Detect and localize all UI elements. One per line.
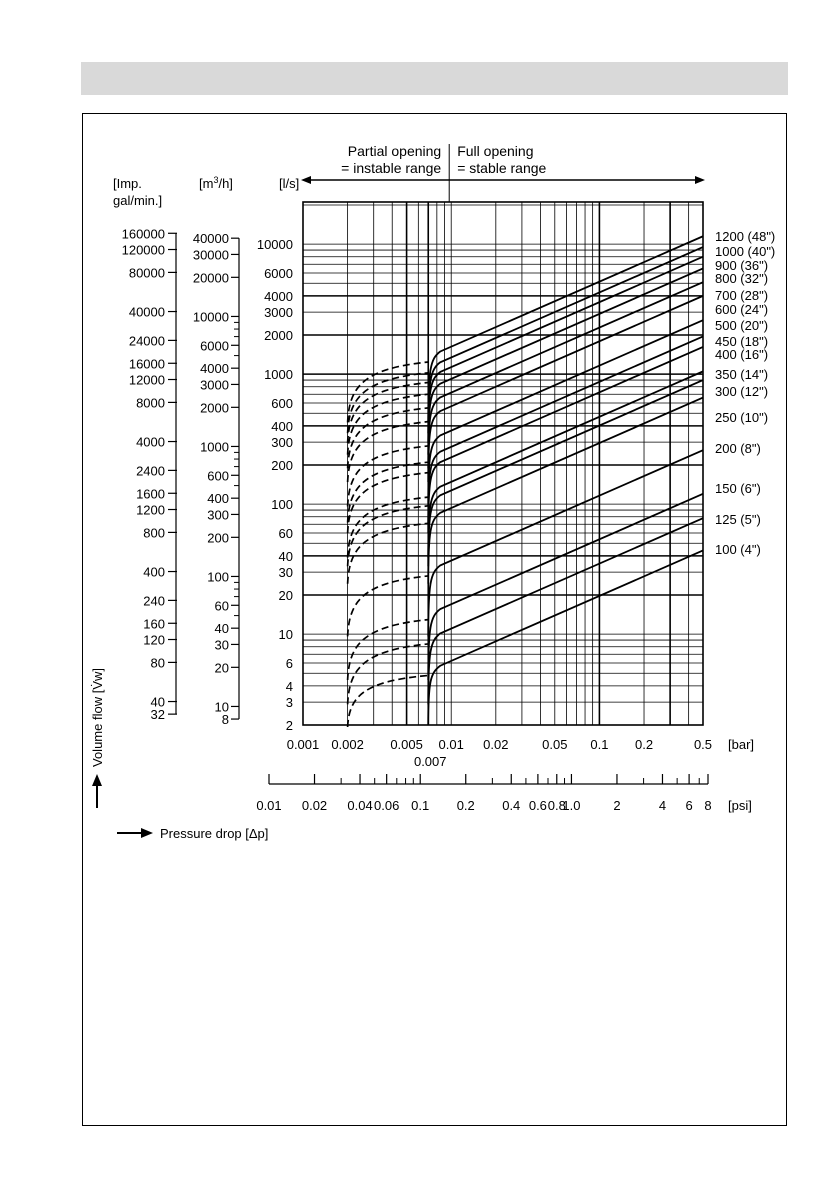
series-label: 400 (16") [715, 347, 769, 362]
m3h-tick-label: 8 [221, 712, 229, 728]
psi-tick-label: 0.4 [502, 798, 521, 813]
m3h-tick-label: 3000 [200, 377, 229, 393]
psi-tick-label: 0.06 [374, 798, 400, 813]
gal-tick-label: 24000 [128, 333, 165, 349]
gal-tick-label: 12000 [128, 372, 165, 388]
gal-tick-label: 4000 [136, 434, 165, 450]
valve-curves [348, 236, 703, 727]
psi-tick-label: 8 [704, 798, 712, 813]
header-bar [81, 62, 788, 95]
series-label: 250 (10") [715, 410, 769, 425]
m3h-tick-label: 2000 [200, 400, 229, 416]
gal-unit-label-2: gal/min.] [113, 193, 163, 208]
ls-tick-label: 40 [278, 548, 293, 564]
gal-unit-label: [Imp. [113, 176, 142, 191]
m3h-tick-label: 6000 [200, 338, 229, 354]
plot-grid [303, 202, 703, 725]
gal-tick-label: 32 [150, 707, 165, 723]
m3h-tick-label: 30 [214, 637, 229, 653]
series-label: 800 (32") [715, 271, 769, 286]
pressure-drop-arrow-head [141, 828, 153, 838]
m3h-unit-label: $[m^3/h]$ [199, 175, 233, 191]
psi-tick-label: 0.01 [256, 798, 282, 813]
series-label: 100 (4") [715, 542, 761, 557]
m3h-tick-label: 4000 [200, 361, 229, 377]
ls-tick-label: 10 [278, 627, 293, 643]
bar-tick-label: 0.01 [438, 737, 464, 752]
gal-tick-label: 1600 [136, 486, 165, 502]
psi-tick-label: 0.02 [301, 798, 328, 813]
ls-tick-label: 100 [271, 497, 293, 513]
series-label: 500 (20") [715, 318, 769, 333]
bar-tick-label: 0.02 [483, 737, 509, 752]
ls-tick-label: 60 [278, 525, 293, 541]
psi-tick-label: 2 [613, 798, 621, 813]
gal-tick-label: 80 [150, 655, 165, 671]
ls-tick-label: 3000 [264, 305, 293, 321]
gal-tick-label: 16000 [128, 356, 165, 372]
series-label: 200 (8") [715, 441, 761, 456]
bar-tick-label: 0.002 [331, 737, 364, 752]
psi-tick-label: 0.04 [347, 798, 373, 813]
curve-partial-10 [348, 422, 429, 482]
curve-partial-2 [348, 620, 429, 680]
m3h-tick-label: 200 [207, 530, 229, 546]
m3h-tick-label: 20000 [192, 270, 229, 286]
bar-tick-label-extra: 0.007 [413, 754, 447, 769]
bar-tick-label: 0.05 [542, 737, 568, 752]
m3h-tick-label: 400 [207, 491, 229, 507]
ls-tick-label: 30 [278, 565, 293, 581]
ls-tick-label: 4 [285, 678, 293, 694]
m3h-tick-label: 30000 [192, 247, 229, 263]
range-arrow-right [695, 176, 705, 184]
bar-tick-label: 0.001 [286, 737, 320, 752]
series-label: 350 (14") [715, 367, 769, 382]
psi-tick-label: 4 [658, 798, 667, 813]
psi-tick-label: 1.0 [562, 798, 581, 813]
ls-tick-label: 4000 [264, 288, 293, 304]
series-label: 150 (6") [715, 481, 761, 496]
gal-tick-label: 160000 [121, 226, 165, 242]
range-arrow-left [301, 176, 311, 184]
m3h-tick-label: 10000 [192, 309, 229, 325]
pressure-drop-chart [83, 114, 788, 1127]
curve-partial-0 [348, 675, 429, 727]
ls-tick-label: 200 [271, 458, 293, 473]
m3h-tick-label: 40 [214, 621, 229, 637]
stable-range-label: = stable range [457, 160, 547, 176]
series-label: 600 (24") [715, 302, 769, 317]
curve-partial-4 [348, 523, 429, 583]
ls-tick-label: 2 [285, 718, 293, 733]
gal-tick-label: 1200 [136, 502, 165, 518]
volume-flow-arrow-head [92, 774, 102, 786]
m3h-tick-label: 600 [207, 468, 229, 484]
ls-tick-label: 3 [285, 695, 293, 711]
ls-axis [257, 237, 293, 733]
gal-tick-label: 120000 [121, 242, 165, 258]
bar-tick-label: 0.005 [390, 737, 423, 752]
m3h-tick-label: 300 [207, 507, 229, 523]
gal-tick-label: 120 [143, 632, 165, 648]
partial-opening-label: Partial opening [347, 143, 442, 159]
bar-axis [287, 737, 712, 769]
gal-axis [122, 226, 177, 722]
psi-tick-label: 0.8 [547, 798, 566, 813]
ls-unit-label: [l/s] [279, 176, 300, 191]
ls-tick-label: 10000 [256, 237, 293, 253]
gal-tick-label: 2400 [136, 463, 165, 479]
ls-tick-label: 1000 [264, 367, 293, 383]
series-label: 1000 (40") [715, 244, 776, 259]
curve-partial-11 [348, 408, 429, 468]
ls-tick-label: 6 [285, 655, 293, 671]
gal-tick-label: 400 [143, 564, 165, 580]
gal-tick-label: 800 [143, 525, 165, 541]
gal-tick-label: 40 [150, 694, 165, 710]
ls-tick-label: 6000 [264, 265, 293, 281]
bar-tick-label: 0.2 [634, 737, 654, 752]
m3h-axis [193, 231, 239, 727]
series-label: 900 (36") [715, 258, 769, 273]
bar-tick-label: 0.5 [693, 737, 713, 752]
psi-tick-label: 0.6 [528, 798, 547, 813]
psi-tick-label: 6 [685, 798, 693, 813]
curve-full-0 [428, 550, 703, 725]
psi-axis [256, 774, 711, 813]
ls-tick-label: 20 [278, 588, 293, 603]
bar-tick-label: 0.1 [590, 737, 609, 752]
curve-partial-5 [348, 506, 429, 566]
ls-tick-label: 400 [271, 418, 293, 434]
gal-tick-label: 40000 [128, 304, 165, 320]
m3h-tick-label: 1000 [200, 439, 229, 455]
volume-flow-label: Volume flow [V̇w] [90, 668, 105, 767]
psi-unit-label: [psi] [728, 798, 752, 813]
m3h-tick-label: 20 [214, 660, 229, 676]
series-label: 125 (5") [715, 512, 761, 527]
gal-tick-label: 160 [143, 616, 165, 632]
series-label: 450 (18") [715, 334, 769, 349]
curve-partial-6 [348, 497, 429, 557]
m3h-tick-label: 40000 [192, 231, 229, 247]
bar-unit-label: [bar] [728, 737, 755, 752]
series-label: 1200 (48") [715, 229, 776, 244]
ls-tick-label: 600 [271, 395, 293, 411]
instable-range-label: = instable range [341, 160, 442, 176]
gal-tick-label: 8000 [136, 395, 165, 411]
full-opening-label: Full opening [457, 143, 534, 159]
gal-tick-label: 240 [143, 593, 165, 609]
series-label: 300 (12") [715, 384, 769, 399]
gal-tick-label: 80000 [128, 265, 165, 281]
psi-tick-label: 0.1 [411, 798, 430, 813]
ls-tick-label: 2000 [264, 328, 293, 343]
pressure-drop-label: Pressure drop [Δp] [160, 826, 269, 841]
m3h-tick-label: 100 [207, 569, 229, 585]
m3h-tick-label: 10 [214, 699, 229, 715]
chart-frame [82, 113, 787, 1126]
m3h-tick-label: 60 [214, 598, 229, 614]
series-label: 700 (28") [715, 288, 769, 303]
curve-partial-13 [348, 382, 429, 442]
ls-tick-label: 300 [271, 435, 293, 451]
psi-tick-label: 0.2 [456, 798, 475, 813]
